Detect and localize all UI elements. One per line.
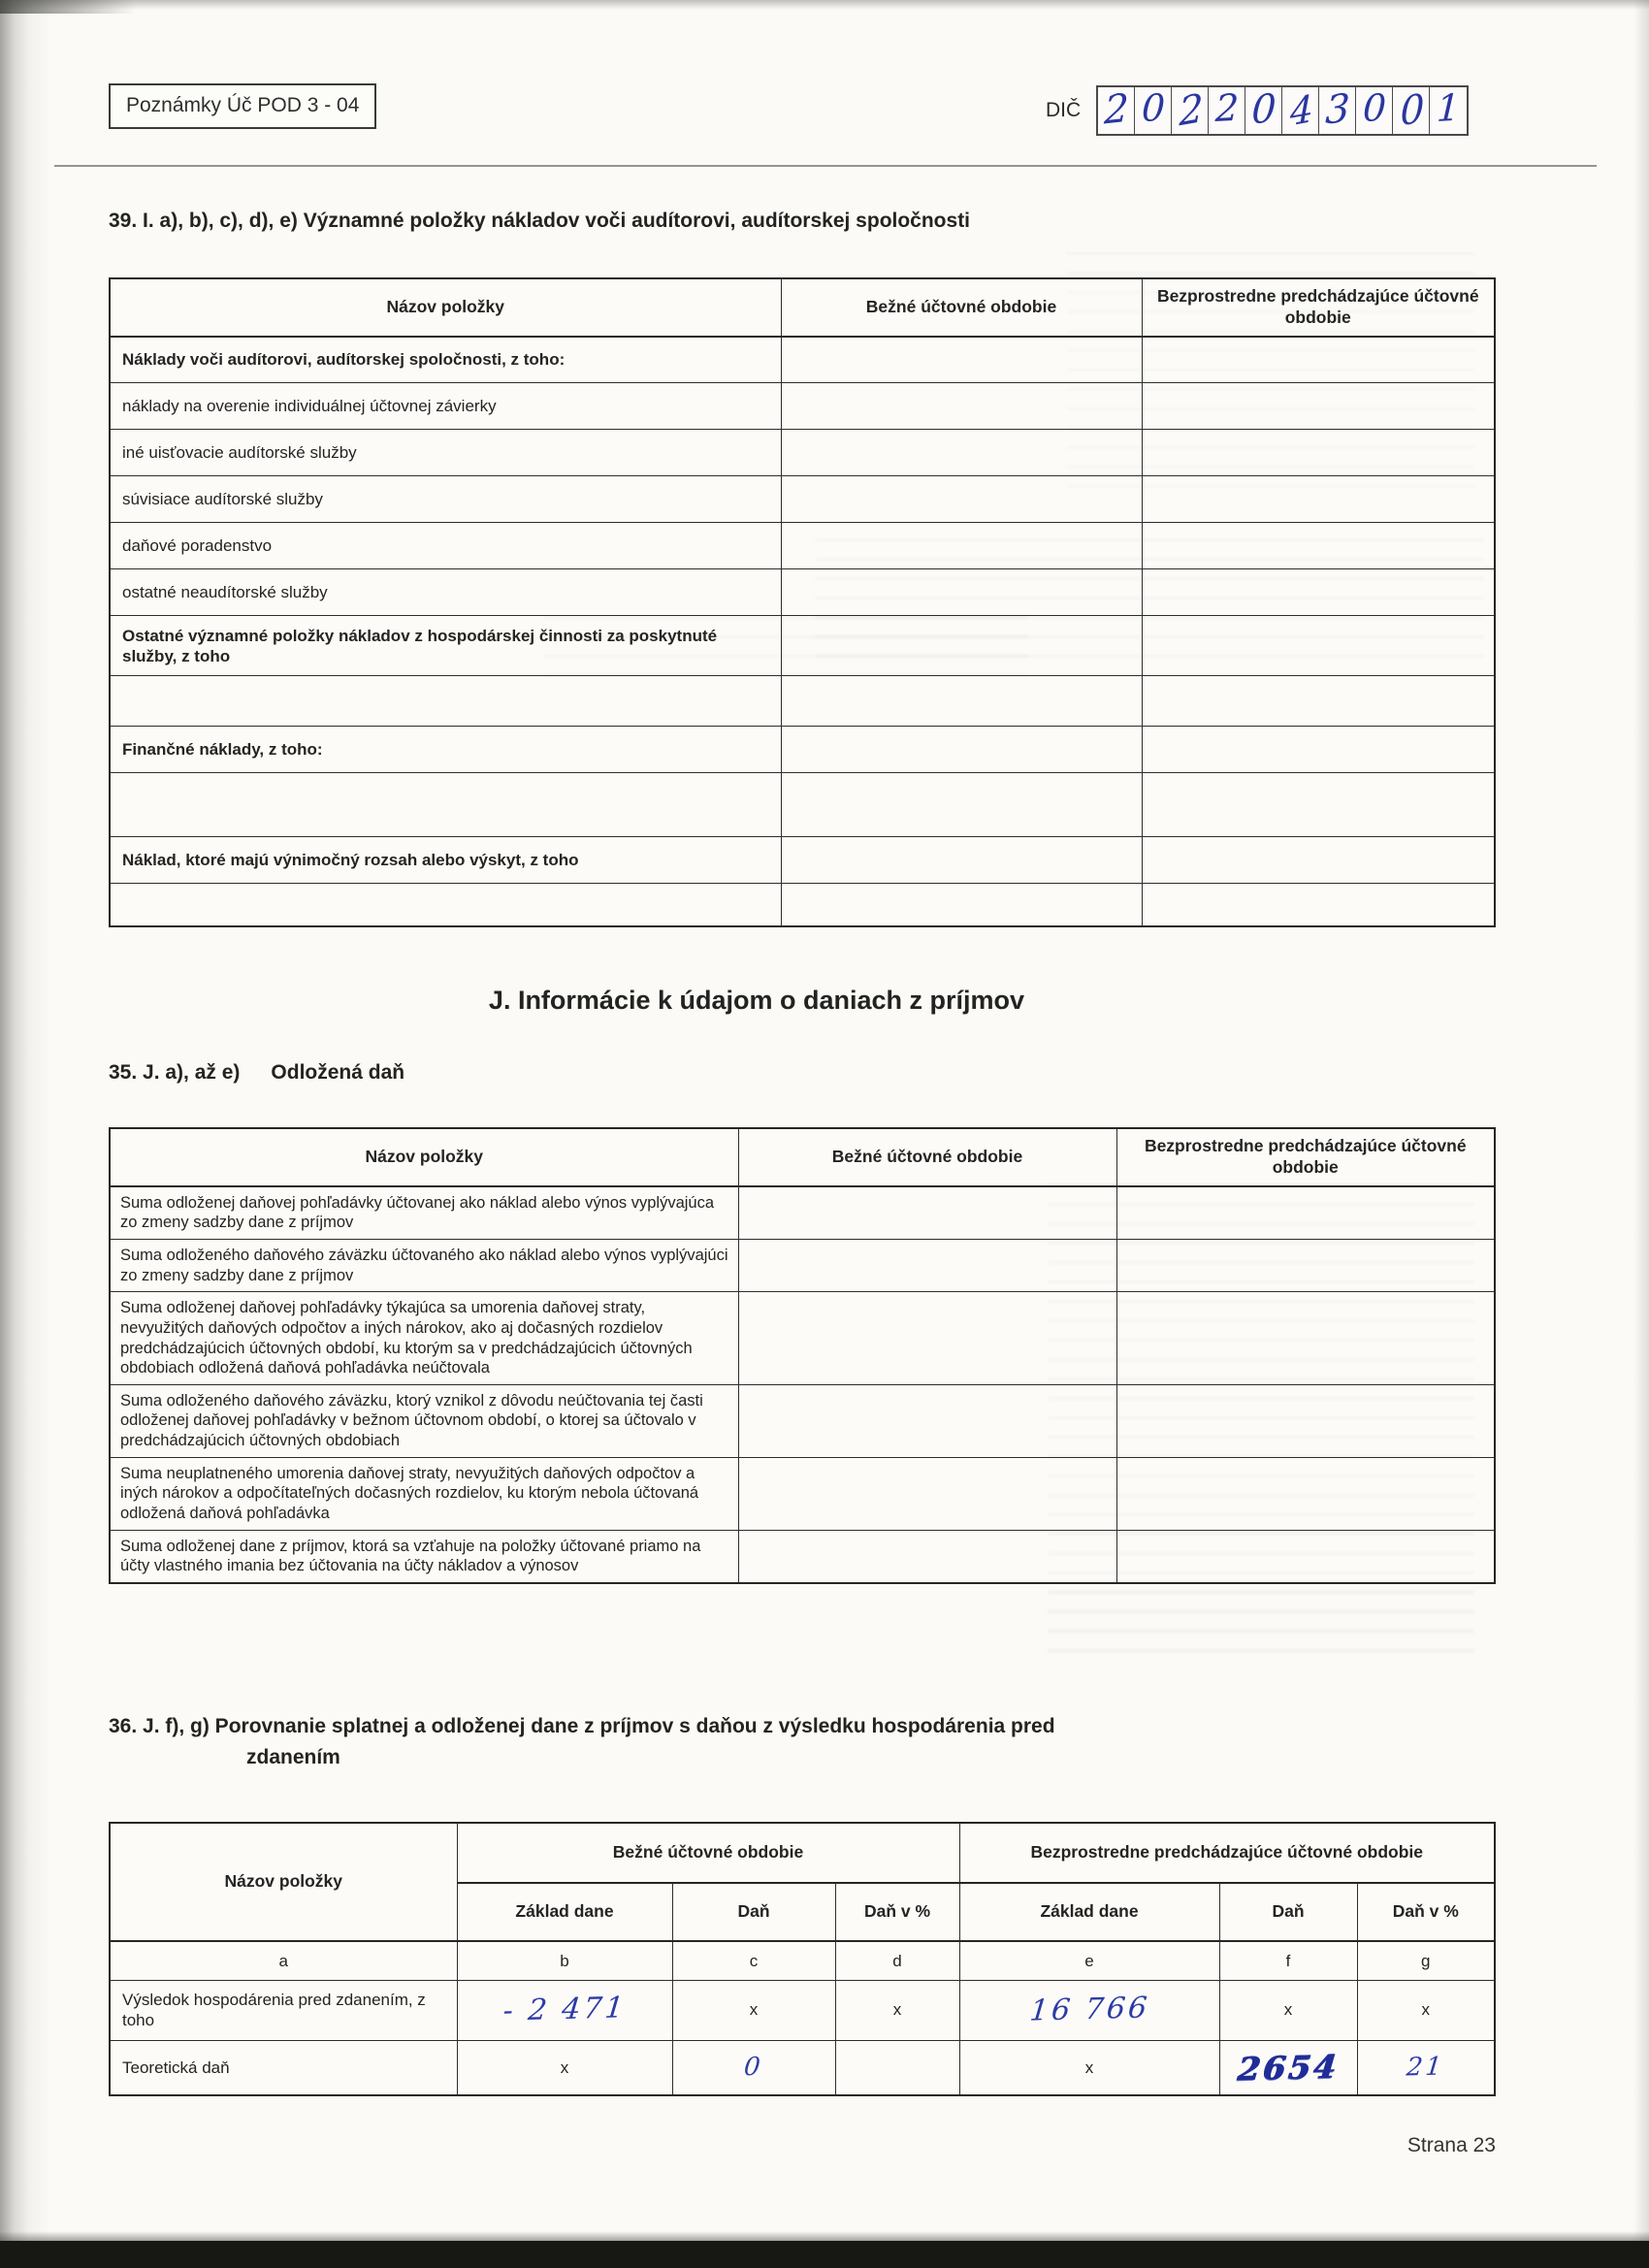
table-header-group-row xyxy=(110,1823,1495,1883)
handwritten-digit: 2 xyxy=(1213,85,1240,131)
handwritten-digit: 0 xyxy=(1361,85,1387,131)
value-cell-current xyxy=(738,1384,1116,1457)
column-header-previous-period: Bezprostredne predchádzajúce účtovné obdobie xyxy=(1116,1128,1495,1186)
row-label: Teoretická daň xyxy=(110,2040,457,2095)
handwritten-value: 16 766 xyxy=(1027,1991,1151,2028)
table-row xyxy=(110,1384,1495,1457)
value-cell-current xyxy=(738,1457,1116,1530)
value-cell: x xyxy=(1357,1980,1495,2040)
deferred-tax-table xyxy=(109,1127,1496,1584)
dic-digit-box xyxy=(1282,87,1319,134)
table-row-empty xyxy=(110,676,1495,727)
value-cell-previous xyxy=(1142,569,1495,616)
column-header-tax: Daň xyxy=(1219,1883,1357,1941)
dic-digit-box xyxy=(1245,87,1282,134)
section-36-heading-line1: 36. J. f), g) Porovnanie splatnej a odloženej dane z príjmov s daňou z výsledku hospodárenia pred xyxy=(109,1715,1055,1737)
handwritten-value: 21 xyxy=(1405,2052,1446,2083)
table-row xyxy=(110,1240,1495,1292)
tax-comparison-table xyxy=(109,1822,1496,2096)
row-label: Ostatné významné položky nákladov z hospodárskej činnosti za poskytnuté služby, z toho xyxy=(110,616,781,676)
value-cell-current xyxy=(781,727,1142,773)
section-36-heading-line2: zdanením xyxy=(246,1745,340,1768)
value-cell: x xyxy=(959,2040,1219,2095)
value-cell-previous xyxy=(1116,1292,1495,1385)
value-cell-current xyxy=(781,884,1142,926)
table-row xyxy=(110,1186,1495,1240)
scan-shadow-top xyxy=(0,0,1649,10)
section-39-heading: 39. I. a), b), c), d), e) Významné položky nákladov voči audítorovi, audítorskej spoločnosti xyxy=(109,210,971,232)
table-row xyxy=(110,569,1495,616)
table-row xyxy=(110,1530,1495,1583)
handwritten-value: - 2 471 xyxy=(501,1991,629,2028)
row-label: Výsledok hospodárenia pred zdanením, z toho xyxy=(110,1980,457,2040)
value-cell: x xyxy=(1219,1980,1357,2040)
value-cell xyxy=(1357,2040,1495,2095)
table-row xyxy=(110,523,1495,569)
value-cell-previous xyxy=(1142,383,1495,430)
column-header-name: Názov položky xyxy=(110,278,781,337)
column-letter-row xyxy=(110,1941,1495,1980)
value-cell-previous xyxy=(1142,884,1495,926)
value-cell-previous xyxy=(1116,1530,1495,1583)
value-cell-current xyxy=(738,1292,1116,1385)
handwritten-digit: 3 xyxy=(1324,85,1351,134)
value-cell-current xyxy=(781,616,1142,676)
row-label: Suma neuplatneného umorenia daňovej straty, nevyužitých daňových odpočtov a iných nárokov a odpočítateľných dočasných rozdielov, ku ktorým nebola účtovaná odložená daňová pohľadávka xyxy=(110,1457,738,1530)
row-label: Finančné náklady, z toho: xyxy=(110,727,781,773)
column-header-tax: Daň xyxy=(672,1883,835,1941)
dic-digit-box xyxy=(1356,87,1393,134)
column-letter: e xyxy=(959,1941,1219,1980)
value-cell-previous xyxy=(1142,337,1495,383)
table-header-row xyxy=(110,1128,1495,1186)
value-cell-previous xyxy=(1142,523,1495,569)
handwritten-digit: 0 xyxy=(1400,85,1425,136)
handwritten-digit: 2 xyxy=(1179,85,1204,136)
handwritten-digit: 1 xyxy=(1436,85,1462,131)
column-letter: b xyxy=(457,1941,672,1980)
value-cell-current xyxy=(781,337,1142,383)
value-cell-current xyxy=(781,837,1142,884)
table-row-empty xyxy=(110,773,1495,837)
value-cell xyxy=(672,2040,835,2095)
dic-digit-box xyxy=(1209,87,1245,134)
handwritten-digit: 4 xyxy=(1289,86,1313,135)
section-35-prefix: 35. J. a), až e) xyxy=(109,1061,241,1084)
section-35-heading xyxy=(109,1061,404,1085)
handwritten-digit: 0 xyxy=(1140,85,1166,131)
row-label: Suma odloženej daňovej pohľadávky týkajúca sa umorenia daňovej straty, nevyužitých daňových odpočtov a iných nárokov, ako aj dočasných rozdielov predchádzajúcich účtovných období, ku ktorým sa v predchádzajúcich účtovných obdobiach odložená daňová pohľadávka neúčtovala xyxy=(110,1292,738,1385)
value-cell-previous xyxy=(1142,727,1495,773)
section-35-title: Odložená daň xyxy=(271,1061,405,1084)
table-row xyxy=(110,2040,1495,2095)
table-row xyxy=(110,616,1495,676)
scan-shadow-right xyxy=(1633,0,1649,2268)
column-header-tax-percent: Daň v % xyxy=(835,1883,959,1941)
value-cell: x xyxy=(672,1980,835,2040)
scan-shadow-left xyxy=(0,0,50,2268)
table-row xyxy=(110,727,1495,773)
row-label xyxy=(110,884,781,926)
column-header-name: Názov položky xyxy=(110,1823,457,1941)
table-header-row xyxy=(110,278,1495,337)
row-label: Suma odloženej daňovej pohľadávky účtovanej ako náklad alebo výnos vyplývajúca zo zmeny sadzby dane z príjmov xyxy=(110,1186,738,1240)
column-header-tax-base: Základ dane xyxy=(457,1883,672,1941)
column-group-previous-period: Bezprostredne predchádzajúce účtovné obdobie xyxy=(959,1823,1495,1883)
table-row xyxy=(110,383,1495,430)
scan-corner-mark xyxy=(0,0,136,14)
column-header-current-period: Bežné účtovné obdobie xyxy=(781,278,1142,337)
handwritten-digit: 0 xyxy=(1250,85,1277,134)
column-header-name: Názov položky xyxy=(110,1128,738,1186)
handwritten-value: 0 xyxy=(742,2052,765,2083)
scanner-bed-edge xyxy=(0,2241,1649,2268)
row-label: náklady na overenie individuálnej účtovnej závierky xyxy=(110,383,781,430)
value-cell xyxy=(835,2040,959,2095)
value-cell-current xyxy=(738,1530,1116,1583)
value-cell: x xyxy=(457,2040,672,2095)
row-label: Náklady voči audítorovi, audítorskej spoločnosti, z toho: xyxy=(110,337,781,383)
table-row xyxy=(110,1457,1495,1530)
value-cell xyxy=(457,1980,672,2040)
row-label: ostatné neaudítorské služby xyxy=(110,569,781,616)
table-row xyxy=(110,430,1495,476)
row-label: Suma odloženého daňového záväzku, ktorý vznikol z dôvodu neúčtovania tej časti odloženej daňovej pohľadávky v bežnom účtovnom období, o ktorej sa účtovalo v predchádzajúcich účtovných obdobiach xyxy=(110,1384,738,1457)
dic-digit-box xyxy=(1098,87,1135,134)
table-row-empty xyxy=(110,884,1495,926)
value-cell-current xyxy=(738,1240,1116,1292)
dic-digit-boxes xyxy=(1096,85,1469,136)
column-header-current-period: Bežné účtovné obdobie xyxy=(738,1128,1116,1186)
section-j-title: J. Informácie k údajom o daniach z príjmov xyxy=(488,986,1025,1015)
column-header-tax-percent: Daň v % xyxy=(1357,1883,1495,1941)
table-row xyxy=(110,1292,1495,1385)
value-cell: x xyxy=(835,1980,959,2040)
table-row xyxy=(110,837,1495,884)
value-cell-previous xyxy=(1142,837,1495,884)
handwritten-value: 2654 xyxy=(1236,2047,1341,2088)
doc-code-box: Poznámky Úč POD 3 - 04 xyxy=(109,83,376,129)
value-cell-previous xyxy=(1116,1186,1495,1240)
row-label: daňové poradenstvo xyxy=(110,523,781,569)
section-36-heading xyxy=(109,1711,1505,1772)
row-label: súvisiace audítorské služby xyxy=(110,476,781,523)
value-cell-previous xyxy=(1116,1384,1495,1457)
row-label: iné uisťovacie audítorské služby xyxy=(110,430,781,476)
handwritten-digit: 2 xyxy=(1103,85,1130,134)
value-cell xyxy=(959,1980,1219,2040)
value-cell-previous xyxy=(1142,676,1495,727)
value-cell-previous xyxy=(1142,616,1495,676)
header-divider xyxy=(54,165,1597,167)
column-header-tax-base: Základ dane xyxy=(959,1883,1219,1941)
column-letter: d xyxy=(835,1941,959,1980)
value-cell-previous xyxy=(1142,430,1495,476)
column-letter: f xyxy=(1219,1941,1357,1980)
column-letter: a xyxy=(110,1941,457,1980)
value-cell-current xyxy=(781,773,1142,837)
dic-digit-box xyxy=(1172,87,1209,134)
value-cell-current xyxy=(781,383,1142,430)
value-cell-current xyxy=(738,1186,1116,1240)
dic-digit-box xyxy=(1319,87,1356,134)
column-letter: g xyxy=(1357,1941,1495,1980)
dic-digit-box xyxy=(1135,87,1172,134)
dic-field xyxy=(1046,85,1469,136)
auditor-costs-table xyxy=(109,277,1496,927)
column-letter: c xyxy=(672,1941,835,1980)
value-cell-current xyxy=(781,569,1142,616)
dic-digit-box xyxy=(1393,87,1430,134)
dic-label: DIČ xyxy=(1046,99,1082,121)
value-cell-current xyxy=(781,476,1142,523)
value-cell-previous xyxy=(1142,476,1495,523)
column-header-previous-period: Bezprostredne predchádzajúce účtovné obdobie xyxy=(1142,278,1495,337)
row-label: Suma odloženej dane z príjmov, ktorá sa vzťahuje na položky účtované priamo na účty vlastného imania bez účtovania na účty nákladov a výnosov xyxy=(110,1530,738,1583)
value-cell-current xyxy=(781,676,1142,727)
value-cell-current xyxy=(781,523,1142,569)
row-label xyxy=(110,676,781,727)
table-row xyxy=(110,476,1495,523)
value-cell-current xyxy=(781,430,1142,476)
column-group-current-period: Bežné účtovné obdobie xyxy=(457,1823,959,1883)
value-cell-previous xyxy=(1116,1240,1495,1292)
row-label: Suma odloženého daňového záväzku účtovaného ako náklad alebo výnos vyplývajúci zo zmeny sadzby dane z príjmov xyxy=(110,1240,738,1292)
row-label: Náklad, ktoré majú výnimočný rozsah alebo výskyt, z toho xyxy=(110,837,781,884)
row-label xyxy=(110,773,781,837)
value-cell-previous xyxy=(1142,773,1495,837)
page-number: Strana 23 xyxy=(1406,2134,1496,2156)
value-cell xyxy=(1219,2040,1357,2095)
table-row xyxy=(110,1980,1495,2040)
value-cell-previous xyxy=(1116,1457,1495,1530)
table-row xyxy=(110,337,1495,383)
dic-digit-box xyxy=(1430,87,1467,134)
